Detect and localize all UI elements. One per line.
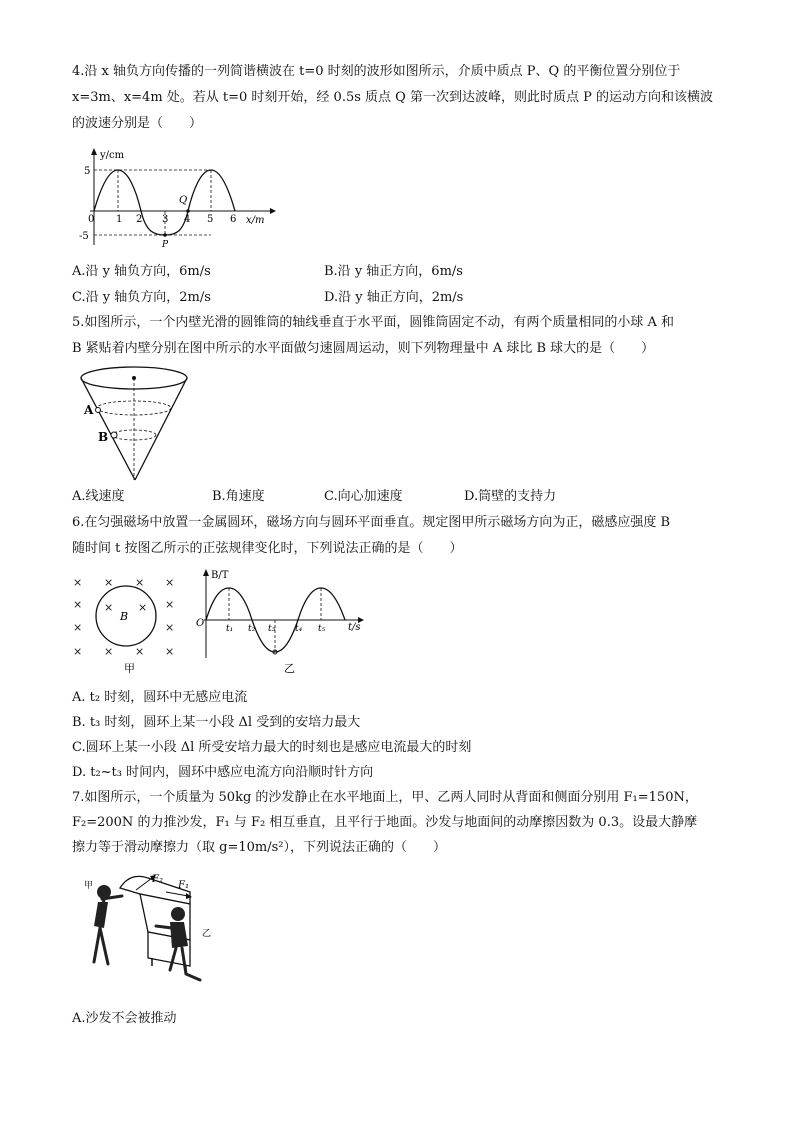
q6-ring-cross-2: × xyxy=(138,601,148,614)
q6-B-label: B/T xyxy=(211,570,229,581)
q4-stem-line1: 4.沿 x 轴负方向传播的一列简谐横波在 t=0 时刻的波形如图所示，介质中质点 P、Q 的平衡位置分别位于 xyxy=(72,64,681,79)
q5-option-A: A.线速度 xyxy=(72,489,125,504)
q4-x-arrow-icon xyxy=(270,208,276,214)
svg-text:×: × xyxy=(165,621,175,634)
q4-label-P: P xyxy=(162,240,169,250)
q5-option-B: B.角速度 xyxy=(212,489,265,504)
q5-cone-figure xyxy=(76,362,196,484)
q6-ring-label-B: B xyxy=(120,610,129,623)
q4-tick-x-1: 1 xyxy=(116,214,123,225)
q4-option-B: B.沿 y 轴正方向，6m/s xyxy=(324,264,463,279)
q4-option-A: A.沿 y 轴负方向，6m/s xyxy=(72,264,211,279)
q7-person-jia-torso xyxy=(94,902,108,928)
q4-label-Q: Q xyxy=(179,195,188,206)
q6-ring-cross-1: × xyxy=(104,601,114,614)
q6-B-arrow-icon xyxy=(203,569,209,576)
q4-tick-x-6: 6 xyxy=(230,214,237,225)
q5-label-B: B xyxy=(98,430,109,444)
q7-label-F2: F₂ xyxy=(152,874,163,885)
q6-tick-t1: t₁ xyxy=(226,624,234,634)
q6-stem-line1: 6.在匀强磁场中放置一金属圆环，磁场方向与圆环平面垂直。规定图甲所示磁场方向为正，磁感应强度 B xyxy=(72,515,671,530)
q4-wave-figure xyxy=(80,145,280,250)
svg-text:×: × xyxy=(73,621,83,634)
q5-ball-A xyxy=(96,408,101,413)
q6-tick-t5: t₅ xyxy=(318,624,326,634)
q6-tick-t4: t₄ xyxy=(295,624,303,634)
q4-tick-y-5: 5 xyxy=(84,166,91,177)
q7-stem-line3: 擦力等于滑动摩擦力（取 g=10m/s²），下列说法正确的（ ） xyxy=(72,840,446,855)
q5-cone-left-wall xyxy=(81,378,135,480)
q6-option-C: C.圆环上某一小段 Δl 所受安培力最大的时刻也是感应电流最大的时刻 xyxy=(72,740,472,755)
q4-x-label: x/m xyxy=(246,215,265,226)
q6-tick-t2: t₂ xyxy=(248,624,256,634)
q4-tick-x-0: 0 xyxy=(88,214,95,225)
q4-tick-x-2: 2 xyxy=(136,214,143,225)
q4-y-label: y/cm xyxy=(100,150,125,161)
q7-label-F1: F₁ xyxy=(178,880,189,891)
q4-tick-x-3: 3 xyxy=(162,214,169,225)
q4-tick-x-4: 4 xyxy=(184,214,191,225)
q4-option-D: D.沿 y 轴正方向，2m/s xyxy=(324,290,464,305)
svg-text:×: × xyxy=(73,645,83,658)
q7-stem-line2: F₂=200N 的力推沙发，F₁ 与 F₂ 相互垂直，且平行于地面。沙发与地面间的动摩擦因数为 0.3。设最大静摩 xyxy=(72,815,698,830)
q6-caption-jia: 甲 xyxy=(124,662,135,675)
svg-text:×: × xyxy=(104,645,114,658)
q7-label-jia: 甲 xyxy=(84,881,94,891)
q6-stem-line2: 随时间 t 按图乙所示的正弦规律变化时，下列说法正确的是（ ） xyxy=(72,541,463,556)
q4-stem-line3: 的波速分别是（ ） xyxy=(72,116,203,131)
q4-y-arrow-icon xyxy=(91,148,97,155)
q7-stem-line1: 7.如图所示，一个质量为 50kg 的沙发静止在水平地面上，甲、乙两人同时从背面和侧面分别用 F₁=150N， xyxy=(72,790,698,805)
q6-option-D: D. t₂~t₃ 时间内，圆环中感应电流方向沿顺时针方向 xyxy=(72,765,374,780)
q6-option-A: A. t₂ 时刻，圆环中无感应电流 xyxy=(72,690,248,705)
svg-text:×: × xyxy=(135,645,145,658)
q4-point-Q xyxy=(186,209,190,213)
q5-option-D: D.筒壁的支持力 xyxy=(464,489,557,504)
q4-stem-line2: x=3m、x=4m 处。若从 t=0 时刻开始，经 0.5s 质点 Q 第一次到达波峰，则此时质点 P 的运动方向和该横波 xyxy=(72,90,713,105)
q6-t-label: t/s xyxy=(348,622,361,633)
q6-field-figure xyxy=(68,568,368,680)
q4-tick-y-neg5: -5 xyxy=(79,231,89,242)
svg-text:×: × xyxy=(73,598,83,611)
q4-wave-curve xyxy=(94,170,235,235)
q5-axis-top-dot xyxy=(132,376,136,380)
q5-cone-right-wall xyxy=(135,378,187,480)
svg-text:×: × xyxy=(165,598,175,611)
q6-origin-label: O xyxy=(196,618,205,629)
q7-option-A: A.沙发不会被推动 xyxy=(72,1011,177,1026)
q4-point-P xyxy=(163,233,167,237)
q5-stem-line2: B 紧贴着内壁分别在图中所示的水平面做匀速圆周运动，则下列物理量中 A 球比 B 球大的是（ ） xyxy=(72,341,655,356)
q6-tick-t3: t₃ xyxy=(268,624,276,634)
q5-ball-B xyxy=(111,432,117,438)
q6-option-B: B. t₃ 时刻，圆环上某一小段 Δl 受到的安培力最大 xyxy=(72,715,361,730)
q5-option-C: C.向心加速度 xyxy=(324,489,403,504)
q6-caption-yi: 乙 xyxy=(284,662,295,675)
svg-text:×: × xyxy=(73,576,83,589)
q7-person-yi-head xyxy=(171,907,185,921)
q7-sofa-figure xyxy=(78,866,218,998)
q7-label-yi: 乙 xyxy=(202,929,212,939)
q5-label-A: A xyxy=(84,403,94,417)
q5-stem-line1: 5.如图所示，一个内壁光滑的圆锥筒的轴线垂直于水平面，圆锥筒固定不动，有两个质量相同的小球 A 和 xyxy=(72,315,675,330)
q4-tick-x-5: 5 xyxy=(207,214,214,225)
svg-text:×: × xyxy=(165,645,175,658)
svg-text:×: × xyxy=(135,576,145,589)
svg-text:×: × xyxy=(165,576,175,589)
svg-text:×: × xyxy=(104,576,114,589)
q4-option-C: C.沿 y 轴负方向，2m/s xyxy=(72,290,211,305)
